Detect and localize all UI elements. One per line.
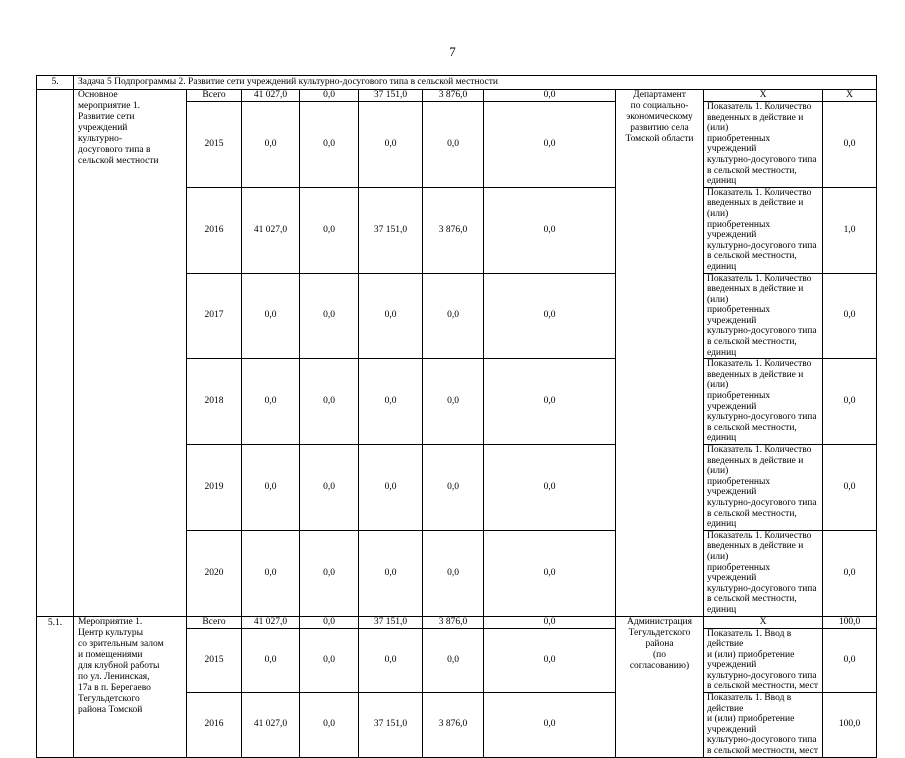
indicator-cell: Показатель 1. Количество введенных в действие и (или) приобретенных учреждений культурно-досугового типа в сельской местности, единиц [704,187,823,273]
indicator-value: 100,0 [823,693,877,758]
value-cell: 37 151,0 [359,616,423,628]
value-cell: 3 876,0 [423,90,484,102]
value-cell: 0,0 [300,90,359,102]
indicator-value: 0,0 [823,445,877,531]
value-cell: 0,0 [484,530,616,616]
indicator-value: 100,0 [823,616,877,628]
value-cell: 37 151,0 [359,693,423,758]
value-cell: 0,0 [423,102,484,188]
value-cell: 0,0 [484,693,616,758]
value-cell: 0,0 [484,90,616,102]
value-cell: 0,0 [484,445,616,531]
value-cell: 41 027,0 [242,693,300,758]
value-cell: 0,0 [423,530,484,616]
value-cell: 41 027,0 [242,187,300,273]
year-cell: 2019 [187,445,242,531]
row-number [37,90,74,617]
value-cell: 0,0 [359,102,423,188]
year-cell: 2017 [187,273,242,359]
value-cell: 0,0 [242,102,300,188]
year-cell: 2015 [187,102,242,188]
value-cell: 0,0 [484,616,616,628]
value-cell: 0,0 [359,273,423,359]
year-cell: 2015 [187,628,242,693]
year-cell: 2020 [187,530,242,616]
row-number: 5.1. [37,616,74,757]
task-row [37,76,877,90]
task-number: 5. [37,76,74,90]
value-cell: 0,0 [300,628,359,693]
indicator-value: 0,0 [823,273,877,359]
value-cell: 0,0 [242,445,300,531]
value-cell: 0,0 [484,628,616,693]
value-cell: 41 027,0 [242,616,300,628]
value-cell: 0,0 [423,273,484,359]
value-cell: 3 876,0 [423,693,484,758]
table-row [37,616,877,628]
value-cell: 3 876,0 [423,187,484,273]
value-cell: 0,0 [300,359,359,445]
indicator-value: 0,0 [823,530,877,616]
indicator-value: 0,0 [823,102,877,188]
value-cell: 0,0 [300,187,359,273]
department-cell: Администрация Тегульдетского района (по согласованию) [616,616,704,757]
value-cell: 41 027,0 [242,90,300,102]
value-cell: 0,0 [359,628,423,693]
year-cell: 2016 [187,187,242,273]
value-cell: 0,0 [484,102,616,188]
indicator-cell: Показатель 1. Ввод в действие и (или) приобретение учреждений культурно-досугового типа в сельской местности, мест [704,628,823,693]
value-cell: 3 876,0 [423,616,484,628]
year-cell: 2018 [187,359,242,445]
value-cell: 0,0 [484,187,616,273]
table-row [37,90,877,102]
value-cell: 0,0 [242,530,300,616]
value-cell: 0,0 [359,530,423,616]
indicator-value: 0,0 [823,628,877,693]
indicator-value: 0,0 [823,359,877,445]
page-number: 7 [449,44,456,59]
indicator-cell: Показатель 1. Количество введенных в действие и (или) приобретенных учреждений культурно-досугового типа в сельской местности, единиц [704,445,823,531]
indicator-cell: Показатель 1. Количество введенных в действие и (или) приобретенных учреждений культурно-досугового типа в сельской местности, единиц [704,359,823,445]
value-cell: 37 151,0 [359,187,423,273]
measure-name: Мероприятие 1. Центр культуры со зрительным залом и помещениями для клубной работы по ул. Ленинская, 17а в п. Берегаево Тегульдетского района Томской [74,616,187,757]
value-cell: 0,0 [359,359,423,445]
task-title: Задача 5 Подпрограммы 2. Развитие сети учреждений культурно-досугового типа в сельской местности [74,76,877,90]
department-cell: Департамент по социально- экономическому развитию села Томской области [616,90,704,617]
value-cell: 0,0 [242,273,300,359]
value-cell: 0,0 [242,628,300,693]
value-cell: 0,0 [300,273,359,359]
year-cell: Всего [187,90,242,102]
value-cell: 0,0 [300,102,359,188]
program-table [36,75,877,758]
indicator-cell: Показатель 1. Количество введенных в действие и (или) приобретенных учреждений культурно-досугового типа в сельской местности, единиц [704,530,823,616]
value-cell: 0,0 [423,628,484,693]
indicator-cell: Показатель 1. Ввод в действие и (или) приобретение учреждений культурно-досугового типа в сельской местности, мест [704,693,823,758]
indicator-value: Х [823,90,877,102]
indicator-cell: Х [704,616,823,628]
value-cell: 0,0 [423,445,484,531]
indicator-cell: Показатель 1. Количество введенных в действие и (или) приобретенных учреждений культурно-досугового типа в сельской местности, единиц [704,102,823,188]
value-cell: 0,0 [300,616,359,628]
value-cell: 0,0 [484,359,616,445]
year-cell: Всего [187,616,242,628]
value-cell: 0,0 [300,693,359,758]
year-cell: 2016 [187,693,242,758]
value-cell: 0,0 [484,273,616,359]
measure-name: Основное мероприятие 1. Развитие сети учреждений культурно- досугового типа в сельской местности [74,90,187,617]
value-cell: 0,0 [300,445,359,531]
value-cell: 0,0 [359,445,423,531]
value-cell: 37 151,0 [359,90,423,102]
value-cell: 0,0 [300,530,359,616]
value-cell: 0,0 [242,359,300,445]
indicator-cell: Х [704,90,823,102]
indicator-cell: Показатель 1. Количество введенных в действие и (или) приобретенных учреждений культурно-досугового типа в сельской местности, единиц [704,273,823,359]
indicator-value: 1,0 [823,187,877,273]
value-cell: 0,0 [423,359,484,445]
